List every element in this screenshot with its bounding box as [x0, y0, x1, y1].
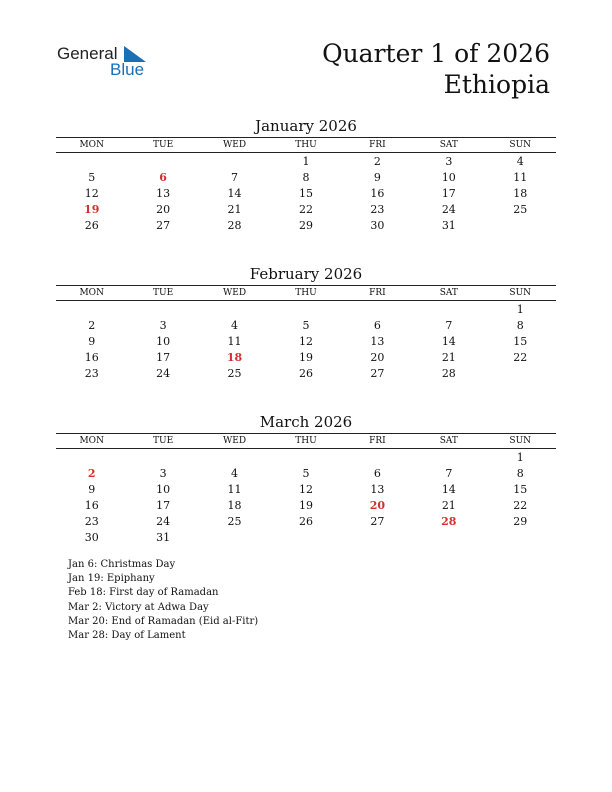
holiday-day-cell: 6	[159, 171, 167, 184]
day-cell: 26	[84, 219, 99, 232]
weekday-label: THU	[295, 140, 317, 150]
day-cell: 10	[156, 335, 171, 348]
day-cell: 19	[298, 499, 313, 512]
day-cell: 4	[516, 155, 524, 168]
day-cell: 2	[373, 155, 381, 168]
day-cell: 7	[231, 171, 239, 184]
holiday-day-cell: 18	[226, 351, 243, 364]
weekday-label: WED	[223, 436, 247, 446]
day-cell: 10	[441, 171, 456, 184]
holiday-entry: Mar 2: Victory at Adwa Day	[68, 601, 209, 613]
day-cell: 3	[445, 155, 453, 168]
weekday-label: MON	[79, 288, 104, 298]
day-cell: 15	[298, 187, 313, 200]
day-cell: 11	[513, 171, 528, 184]
week-row	[56, 514, 556, 530]
day-cell: 24	[441, 203, 456, 216]
weekday-label: SAT	[439, 436, 458, 446]
day-cell: 13	[370, 335, 385, 348]
week-row	[56, 202, 556, 218]
day-cell	[199, 450, 270, 466]
day-cell: 29	[513, 515, 528, 528]
day-cell	[127, 450, 198, 466]
day-cell: 23	[84, 367, 99, 380]
holiday-entry: Feb 18: First day of Ramadan	[68, 587, 219, 599]
weekday-label: FRI	[369, 288, 386, 298]
day-cell: 5	[302, 467, 310, 480]
day-cell: 24	[156, 367, 171, 380]
day-cell: 26	[298, 515, 313, 528]
day-cell: 7	[445, 319, 453, 332]
logo-text-general: General	[57, 44, 118, 63]
weekday-label: THU	[295, 436, 317, 446]
day-cell	[199, 154, 270, 170]
day-cell: 16	[84, 351, 99, 364]
day-cell: 10	[156, 483, 171, 496]
day-cell: 11	[227, 335, 242, 348]
day-cell: 25	[513, 203, 528, 216]
day-cell	[199, 302, 270, 318]
holiday-day-cell: 20	[369, 499, 386, 512]
day-cell	[56, 302, 127, 318]
weekday-label: TUE	[153, 288, 174, 298]
day-cell: 11	[227, 483, 242, 496]
day-cell	[342, 302, 413, 318]
holiday-day-cell: 28	[441, 515, 457, 528]
week-row	[56, 334, 556, 350]
day-cell: 25	[227, 515, 242, 528]
weekday-label: MON	[79, 436, 104, 446]
day-cell	[342, 530, 413, 546]
week-row	[56, 186, 556, 202]
month-block	[56, 116, 556, 234]
logo-text-blue: Blue	[110, 60, 145, 79]
day-cell: 22	[513, 499, 528, 512]
day-cell: 1	[516, 303, 524, 316]
day-cell: 31	[156, 531, 171, 544]
week-row	[56, 450, 556, 466]
weekday-label: SAT	[439, 140, 458, 150]
day-cell: 27	[370, 367, 385, 380]
day-cell	[485, 366, 556, 382]
day-cell: 15	[513, 483, 528, 496]
day-cell	[199, 530, 270, 546]
day-cell	[413, 302, 484, 318]
day-cell: 30	[370, 219, 385, 232]
weekday-header	[56, 286, 556, 300]
day-cell: 4	[231, 319, 239, 332]
day-cell: 20	[370, 351, 385, 364]
day-cell: 1	[516, 451, 524, 464]
day-cell: 3	[159, 467, 167, 480]
day-cell: 2	[88, 319, 96, 332]
day-cell: 15	[513, 335, 528, 348]
week-rows	[56, 301, 556, 382]
day-cell: 29	[298, 219, 313, 232]
weekday-label: MON	[79, 140, 104, 150]
day-cell: 31	[441, 219, 456, 232]
day-cell: 8	[516, 467, 524, 480]
weekday-label: TUE	[153, 436, 174, 446]
day-cell: 9	[88, 335, 96, 348]
day-cell: 18	[513, 187, 528, 200]
day-cell: 23	[84, 515, 99, 528]
day-cell	[485, 218, 556, 234]
day-cell: 5	[88, 171, 96, 184]
day-cell: 19	[298, 351, 313, 364]
day-cell: 6	[373, 319, 381, 332]
day-cell: 12	[298, 483, 313, 496]
day-cell: 5	[302, 319, 310, 332]
day-cell: 1	[302, 155, 310, 168]
month-block	[56, 412, 556, 546]
day-cell: 14	[441, 335, 456, 348]
day-cell: 23	[370, 203, 385, 216]
day-cell: 30	[84, 531, 99, 544]
day-cell: 20	[156, 203, 171, 216]
day-cell: 7	[445, 467, 453, 480]
day-cell: 12	[84, 187, 99, 200]
day-cell: 28	[227, 219, 242, 232]
month-block	[56, 264, 556, 382]
day-cell: 27	[156, 219, 171, 232]
day-cell	[413, 530, 484, 546]
day-cell: 24	[156, 515, 171, 528]
holiday-day-cell: 19	[84, 203, 100, 216]
day-cell: 17	[441, 187, 456, 200]
week-row	[56, 498, 556, 514]
country-title: Ethiopia	[443, 70, 550, 99]
weekday-label: FRI	[369, 436, 386, 446]
month-title: January 2026	[255, 117, 357, 135]
weekday-label: WED	[223, 288, 247, 298]
day-cell: 26	[298, 367, 313, 380]
day-cell: 21	[441, 351, 456, 364]
weekday-label: FRI	[369, 140, 386, 150]
week-row	[56, 318, 556, 334]
day-cell	[127, 154, 198, 170]
weekday-label: SUN	[509, 436, 532, 446]
weekday-label: SUN	[509, 288, 532, 298]
week-row	[56, 530, 556, 546]
week-row	[56, 350, 556, 366]
weekday-label: SUN	[509, 140, 532, 150]
day-cell: 13	[156, 187, 171, 200]
day-cell: 14	[441, 483, 456, 496]
week-row	[56, 366, 556, 382]
holiday-entry: Mar 28: Day of Lament	[68, 630, 186, 642]
day-cell: 4	[231, 467, 239, 480]
day-cell: 9	[88, 483, 96, 496]
holiday-entry: Mar 20: End of Ramadan (Eid al-Fitr)	[68, 615, 259, 627]
day-cell: 17	[156, 499, 171, 512]
day-cell: 25	[227, 367, 242, 380]
weekday-label: TUE	[153, 140, 174, 150]
day-cell	[342, 450, 413, 466]
day-cell: 21	[441, 499, 456, 512]
week-row	[56, 302, 556, 318]
day-cell: 13	[370, 483, 385, 496]
day-cell	[270, 302, 341, 318]
day-cell: 17	[156, 351, 171, 364]
weekday-label: SAT	[439, 288, 458, 298]
holiday-entry: Jan 19: Epiphany	[68, 573, 155, 585]
day-cell: 12	[298, 335, 313, 348]
day-cell: 14	[227, 187, 242, 200]
day-cell: 16	[84, 499, 99, 512]
week-rows	[56, 449, 556, 546]
week-row	[56, 154, 556, 170]
holiday-entry: Jan 6: Christmas Day	[68, 559, 176, 570]
week-row	[56, 218, 556, 234]
day-cell: 9	[373, 171, 381, 184]
day-cell: 21	[227, 203, 242, 216]
day-cell: 18	[227, 499, 242, 512]
day-cell: 16	[370, 187, 385, 200]
weekday-label: WED	[223, 140, 247, 150]
month-title: March 2026	[259, 413, 353, 431]
day-cell: 22	[513, 351, 528, 364]
holiday-day-cell: 2	[87, 467, 96, 480]
day-cell	[413, 450, 484, 466]
day-cell: 27	[370, 515, 385, 528]
logo	[57, 44, 157, 80]
week-row	[56, 466, 556, 482]
weekday-header	[56, 138, 556, 152]
day-cell	[270, 530, 341, 546]
page-title	[322, 38, 550, 100]
day-cell: 8	[302, 171, 310, 184]
day-cell	[270, 450, 341, 466]
quarter-title: Quarter 1 of 2026	[322, 39, 550, 68]
day-cell: 8	[516, 319, 524, 332]
holiday-list	[68, 558, 258, 643]
day-cell	[485, 530, 556, 546]
day-cell	[56, 154, 127, 170]
week-row	[56, 482, 556, 498]
day-cell	[56, 450, 127, 466]
day-cell: 28	[441, 367, 456, 380]
day-cell: 6	[373, 467, 381, 480]
day-cell	[127, 302, 198, 318]
week-rows	[56, 153, 556, 234]
day-cell: 22	[298, 203, 313, 216]
month-title: February 2026	[249, 265, 363, 283]
day-cell: 3	[159, 319, 167, 332]
weekday-label: THU	[295, 288, 317, 298]
weekday-header	[56, 434, 556, 448]
week-row	[56, 170, 556, 186]
